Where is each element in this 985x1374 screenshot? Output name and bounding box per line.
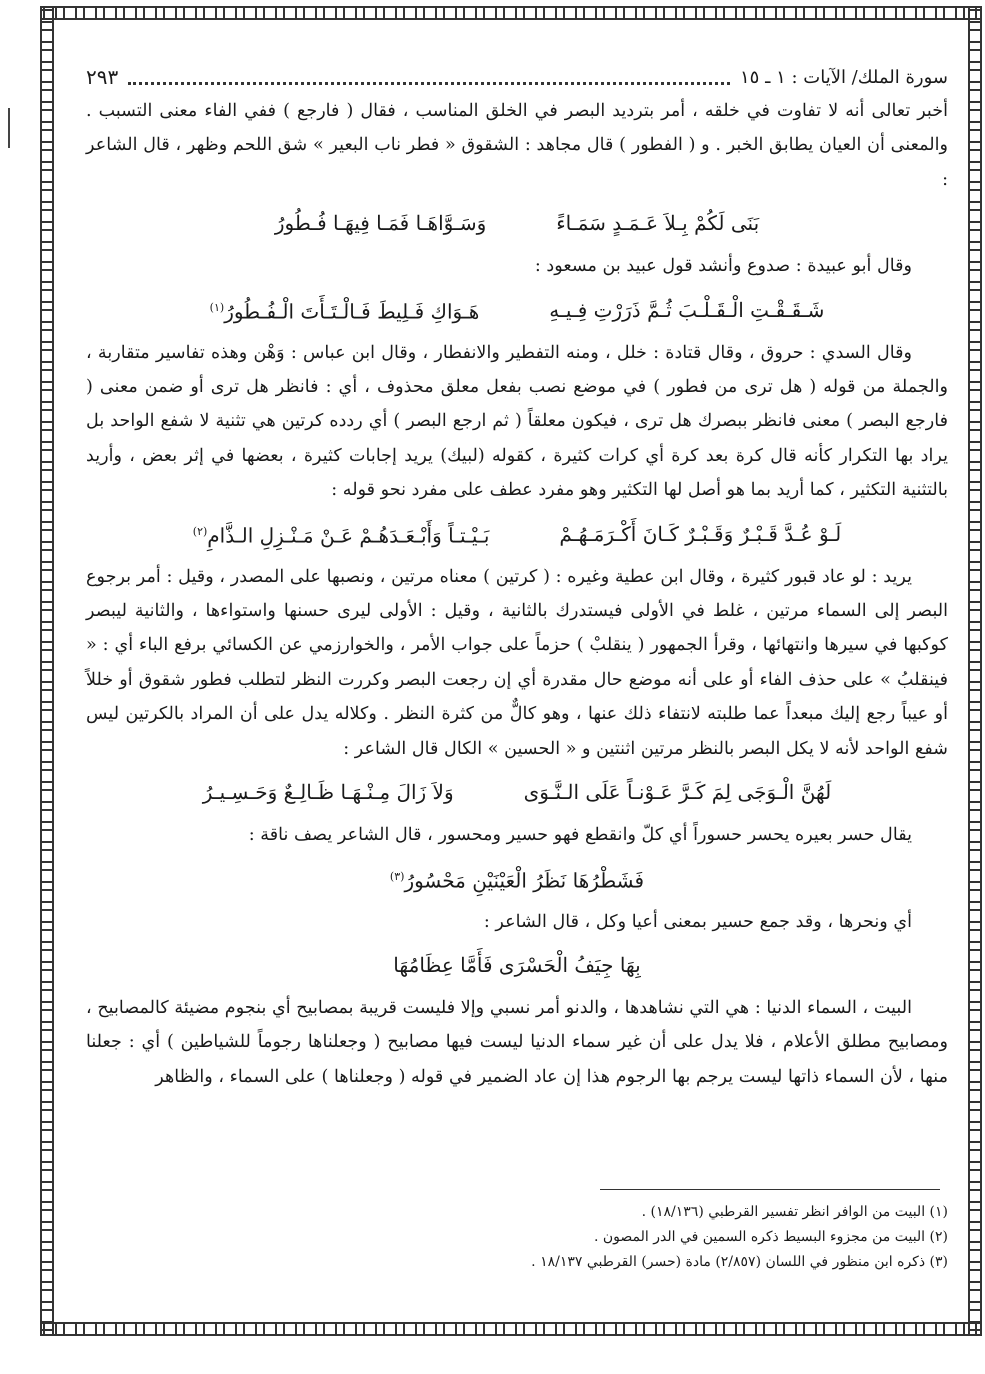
verse-4-second: وَلاَ زَالَ مِـنْـهَـا ظَـالِـعٌ وَحَـسِـيـرُ (202, 780, 454, 805)
verse-3 (86, 508, 948, 560)
verse-2-first: شَـقَـقْـتِ الْـقَـلْـبَ ثُـمَّ ذَرَرْتِ فِـيـهِ (549, 297, 825, 322)
verse-5 (86, 853, 948, 905)
footnote-ref-3: (٣) (389, 869, 405, 883)
leader-dots (128, 70, 730, 85)
paragraph-2: وقال أبو عبيدة : صدوع وأنشد قول عبيد بن مسعود : (534, 256, 912, 277)
paragraph-1: أخبر تعالى أنه لا تفاوت في خلقه ، أمر بترديد البصر في الخلق المناسب ، فقال ( فارجع ) ففي الفاء معنى التسبب . والمعنى أن العيان يطابق الخبر . و ( الفطور ) قال مجاهد : الشقوق « فطر ناب البعير » شق اللحم وظهر ، قال الشاعر : (86, 101, 948, 190)
paragraph-3: وقال السدي : حروق ، وقال قتادة : خلل ، ومنه التفطير والانفطار ، وقال ابن عباس : وَهْن وهذه تفاسير متقاربة ، والجملة من قوله ( هل ترى من فطور ) في موضع نصب بفعل معلق محذوف ، أي : فانظر هل ترى أو ضمن معنى ( فارجع البصر ) معنى فانظر ببصرك هل ترى ، فيكون معلقاً ( ثم ارجع البصر ) أي ردده كرتين هي تثنية لا شفع الواحد بل يراد بها التكرار كأنه قال كرة بعد كرة أي كرات كثيرة ، كقوله (لبيك) يريد إجابات كثيرة ، بعضها في إثر بعض ، وأريد بالتثنية التكثير ، كما أريد بما هو أصل لها التكثير وهو مفرد عطف على مفرد نحو قوله : (86, 342, 948, 501)
footnote-ref-2: (٢) (192, 524, 208, 538)
footnote-3: (٣) ذكره ابن منظور في اللسان (٢/٨٥٧) مادة (حسر) القرطبي ١٨/١٣٧ . (531, 1254, 948, 1270)
paragraph-4: يريد : لو عاد قبور كثيرة ، وقال ابن عطية وغيره : ( كرتين ) معناه مرتين ، ونصبها على المصدر ، وقيل : أمر برجوع البصر إلى السماء مرتين ، غلط في الأولى فيستدرك بالثانية ، وقيل : الأولى ليرى حسنها واستواءها ، والثانية ليبصر كوكبها في سيرها وانتهائها ، وقرأ الجمهور ( ينقلبْ ) حزماً على جواب الأمر ، والخوارزمي عن الكسائي برفع الباء أي : « فينقلبُ » على حذف الفاء أو على أنه موضع حال مقدرة أي إن رجعت البصر وكررت النظر لتطلب فطور شقوق أو خللاً أو عيباً رجع إليك مبعداً عما طلبته لانتفاء ذلك عنها ، وهو كالٌّ من كثرة النظر . وكلاله يدل على أن المراد بالكرتين ليس شفع الواحد لأنه لا يكل البصر بالنظر مرتين اثنتين و « الحسين » الكال قال الشاعر : (86, 566, 948, 759)
footnote-1: (١) البيت من الوافر انظر تفسير القرطبي (١٨/١٣٦) . (641, 1204, 948, 1220)
verse-2-second (210, 291, 480, 329)
right-border (968, 6, 982, 1336)
verse-1 (86, 197, 948, 249)
bottom-border (40, 1322, 982, 1336)
paragraph-6: أي ونحرها ، وقد جمع حسير بمعنى أعيا وكل ، قال الشاعر : (483, 911, 912, 932)
verse-2-second-text: هَـوَاكِ فَـلِيطَ فَـالْـتَـأَتَ الْـفُـطُورُ (224, 299, 480, 324)
page-body (86, 62, 948, 1312)
footnote-ref-1: (١) (209, 300, 225, 314)
running-header (86, 62, 948, 92)
verse-5-line (390, 860, 644, 898)
verse-3-second (193, 515, 490, 553)
footnote-rule (600, 1189, 940, 1190)
top-border (40, 6, 982, 20)
verse-1-second: وَسَـوَّاهَـا فَمَـا فِيهَـا فُـطُورُ (274, 211, 487, 236)
verse-5-text: فَشَطْرُهَا نَظَرُ الْعَيْنَيْنِ مَحْسُورُ (404, 868, 645, 893)
footnote-2: (٢) البيت من مجزوء البسيط ذكره السمين في الدر المصون . (593, 1229, 948, 1245)
paragraph-5: يقال حسر بعيره يحسر حسوراً أي كلّ وانقطع فهو حسير ومحسور ، قال الشاعر يصف ناقة : (248, 825, 912, 846)
verse-6-text: بِهَا جِيَفُ الْحَسْرَى فَأَمَّا عِظَامُهَا (393, 952, 641, 977)
verse-4 (86, 766, 948, 818)
paragraph-7: البيت ، السماء الدنيا : هي التي نشاهدها ، والدنو أمر نسبي وإلا فليست قريبة بمصابيح أي بنجوم مضيئة كالمصابيح ، ومصابيح مطلق الأعلام ، فلا يدل على أن غير سماء الدنيا ليست فيها مصابيح ( وجعلناها رجوماً للشياطين ) أي : جعلنا منها ، لأن السماء ذاتها ليست يرجم بها الرجوم هذا إن عاد الضمير في قوله ( وجعلناها ) على السماء ، والظاهر (86, 997, 948, 1087)
left-border (40, 6, 54, 1336)
margin-mark (8, 108, 10, 148)
verse-6 (86, 939, 948, 991)
verse-3-second-text: بَـيْـتـاً وَأَبْـعَـدَهُـمْ عَـنْ مَـنْـزِلِ الـذَّامِ (207, 523, 490, 548)
verse-2 (86, 284, 948, 336)
footnotes (86, 1200, 948, 1275)
surah-title: سورة الملك/ الآيات : ١ ـ ١٥ (740, 66, 948, 88)
verse-4-first: لَهُنَّ الْـوَجَى لِمَ كَـرَّ عَـوْنـاً عَلَى الـنَّـوَى (523, 780, 832, 805)
verse-3-first: لَـوْ عُـدَّ قَـبْـرٌ وَقَـبْـرٌ كَـانَ أَكْـرَمَـهُـمْ (559, 521, 842, 546)
page-number: ٢٩٣ (86, 65, 119, 89)
verse-1-first: بَنَى لَكُمْ بِـلاَ عَـمَـدٍ سَمَـاءً (556, 211, 760, 236)
